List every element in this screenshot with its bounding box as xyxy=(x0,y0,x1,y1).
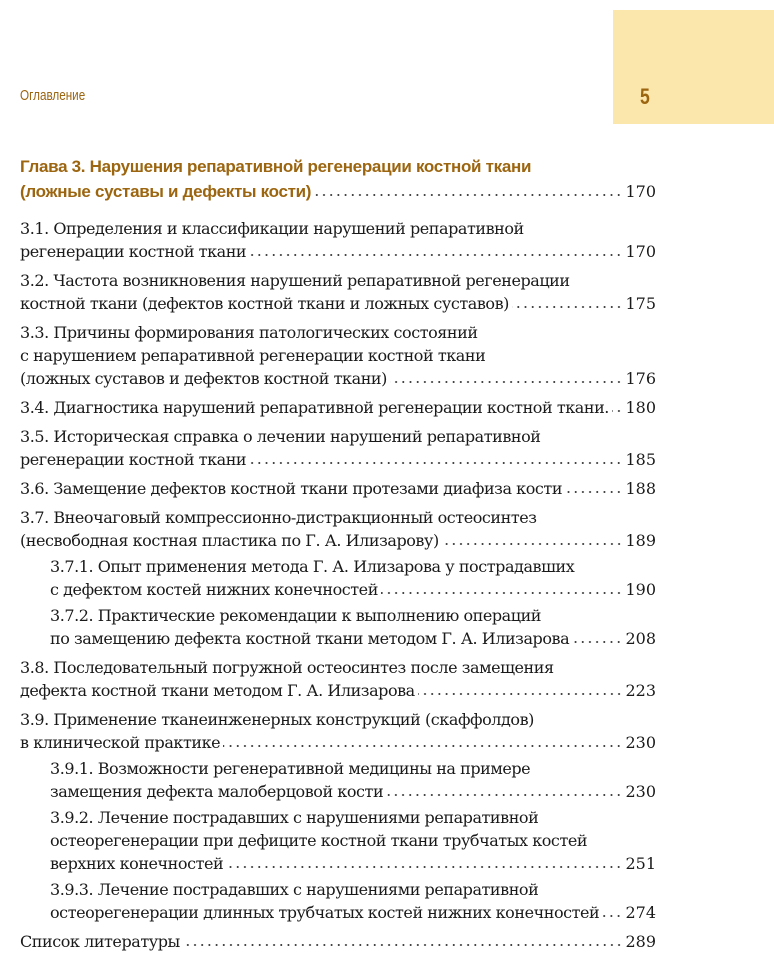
toc-page-number: 188 xyxy=(625,479,656,498)
dot-leader xyxy=(390,380,623,384)
toc-page-number: 251 xyxy=(625,854,656,873)
toc-entry-text: 3.8. Последовательный погружной остеосинтез после замещения xyxy=(20,658,554,677)
toc-entry-text: по замещению дефекта костной ткани методом Г. А. Илизарова xyxy=(50,629,570,648)
dot-leader xyxy=(249,461,622,465)
toc-section-3-7-2[interactable] xyxy=(20,604,656,650)
toc-entry-text: 3.9.1. Возможности регенеративной медицины на примере xyxy=(50,759,531,778)
toc-page-number: 185 xyxy=(625,450,656,469)
toc-page-number: 190 xyxy=(625,580,656,599)
toc-entry-text: костной ткани (дефектов костной ткани и ложных суставов) xyxy=(20,294,509,313)
toc-entry-text: 3.9.2. Лечение пострадавших с нарушениями репаративной xyxy=(50,808,539,827)
toc-entry-text: регенерации костной ткани xyxy=(20,450,247,469)
dot-leader xyxy=(612,409,623,413)
toc-entry-text: регенерации костной ткани xyxy=(20,242,247,261)
dot-leader xyxy=(249,253,622,257)
toc-references[interactable] xyxy=(20,930,656,953)
toc-page-number: 289 xyxy=(625,932,656,951)
dot-leader xyxy=(565,490,622,494)
toc-entry-text: 3.3. Причины формирования патологических состояний xyxy=(20,323,478,342)
toc-page-number: 230 xyxy=(625,733,656,752)
toc-entry-text: 3.7.1. Опыт применения метода Г. А. Илизарова у пострадавших xyxy=(50,557,575,576)
running-head: Оглавление xyxy=(20,87,86,104)
dot-leader xyxy=(223,744,622,748)
toc-page-number: 230 xyxy=(625,782,656,801)
dot-leader xyxy=(381,591,623,595)
dot-leader xyxy=(183,943,623,947)
toc-page-number: 208 xyxy=(625,629,656,648)
toc-section-3-2[interactable] xyxy=(20,269,656,315)
toc-entry-text: 3.7.2. Практические рекомендации к выполнению операций xyxy=(50,606,542,625)
toc-entry-text: 3.9.3. Лечение пострадавших с нарушениями репаративной xyxy=(50,880,539,899)
toc-entry-text: (несвободная костная пластика по Г. А. Илизарову) xyxy=(20,531,439,550)
toc-entry-text: с дефектом костей нижних конечностей xyxy=(50,580,378,599)
dot-leader xyxy=(386,793,622,797)
dot-leader xyxy=(314,193,622,197)
toc-page-number: 189 xyxy=(625,531,656,550)
toc-page-number: 170 xyxy=(625,242,656,261)
toc-entry-text: Глава 3. Нарушения репаративной регенерации костной ткани xyxy=(20,157,532,176)
toc-entry-text: 3.5. Историческая справка о лечении нарушений репаративной xyxy=(20,427,541,446)
toc-section-3-9-3[interactable] xyxy=(20,878,656,924)
toc-entry-text: (ложных суставов и дефектов костной ткани) xyxy=(20,369,387,388)
toc-entry-text: 3.6. Замещение дефектов костной ткани протезами диафиза кости xyxy=(20,479,563,498)
toc-page-number: 170 xyxy=(625,182,656,201)
toc-entry-text: 3.2. Частота возникновения нарушений репаративной регенерации xyxy=(20,271,570,290)
dot-leader xyxy=(572,640,622,644)
dot-leader xyxy=(226,865,622,869)
toc-entry-text: 3.9. Применение тканеинженерных конструкций (скаффолдов) xyxy=(20,710,534,729)
toc-section-3-7-1[interactable] xyxy=(20,555,656,601)
toc-entry-text: 3.7. Внеочаговый компрессионно-дистракционный остеосинтез xyxy=(20,508,537,527)
toc-entry-text: 3.4. Диагностика нарушений репаративной регенерации костной ткани. xyxy=(20,398,609,417)
toc-entry-text: (ложные суставы и дефекты кости) xyxy=(20,182,312,201)
toc-section-3-3[interactable] xyxy=(20,321,656,390)
page-number: 5 xyxy=(640,84,650,109)
toc-section-3-8[interactable] xyxy=(20,656,656,702)
toc-section-3-4[interactable] xyxy=(20,396,656,419)
toc-entry-text: замещения дефекта малоберцовой кости xyxy=(50,782,384,801)
toc-page-number: 274 xyxy=(625,903,656,922)
toc-section-3-6[interactable] xyxy=(20,477,656,500)
toc-page-number: 176 xyxy=(625,369,656,388)
toc-entry-text: остеорегенерации длинных трубчатых костей нижних конечностей xyxy=(50,903,600,922)
toc-section-3-7[interactable] xyxy=(20,506,656,552)
toc-page-number: 223 xyxy=(625,681,656,700)
toc-entry-text: с нарушением репаративной регенерации костной ткани xyxy=(20,346,486,365)
toc-section-3-9-1[interactable] xyxy=(20,757,656,803)
dot-leader xyxy=(442,542,623,546)
toc-entry-text: дефекта костной ткани методом Г. А. Илизарова xyxy=(20,681,415,700)
toc-entry-text: в клинической практике xyxy=(20,733,221,752)
toc-chapter-3[interactable] xyxy=(20,154,656,204)
toc-section-3-1[interactable] xyxy=(20,217,656,263)
toc-section-3-5[interactable] xyxy=(20,425,656,471)
toc-section-3-9[interactable] xyxy=(20,708,656,754)
dot-leader xyxy=(512,305,623,309)
table-of-contents xyxy=(20,154,656,959)
page-number-tab xyxy=(613,10,774,124)
toc-entry-text: 3.1. Определения и классификации нарушений репаративной xyxy=(20,219,524,238)
toc-page-number: 180 xyxy=(625,398,656,417)
toc-page-number: 175 xyxy=(625,294,656,313)
toc-entry-text: остеорегенерации при дефиците костной ткани трубчатых костей xyxy=(50,831,588,850)
toc-entry-text: верхних конечностей xyxy=(50,854,224,873)
toc-section-3-9-2[interactable] xyxy=(20,806,656,875)
dot-leader xyxy=(602,914,622,918)
dot-leader xyxy=(418,692,623,696)
toc-entry-text: Список литературы xyxy=(20,932,180,951)
